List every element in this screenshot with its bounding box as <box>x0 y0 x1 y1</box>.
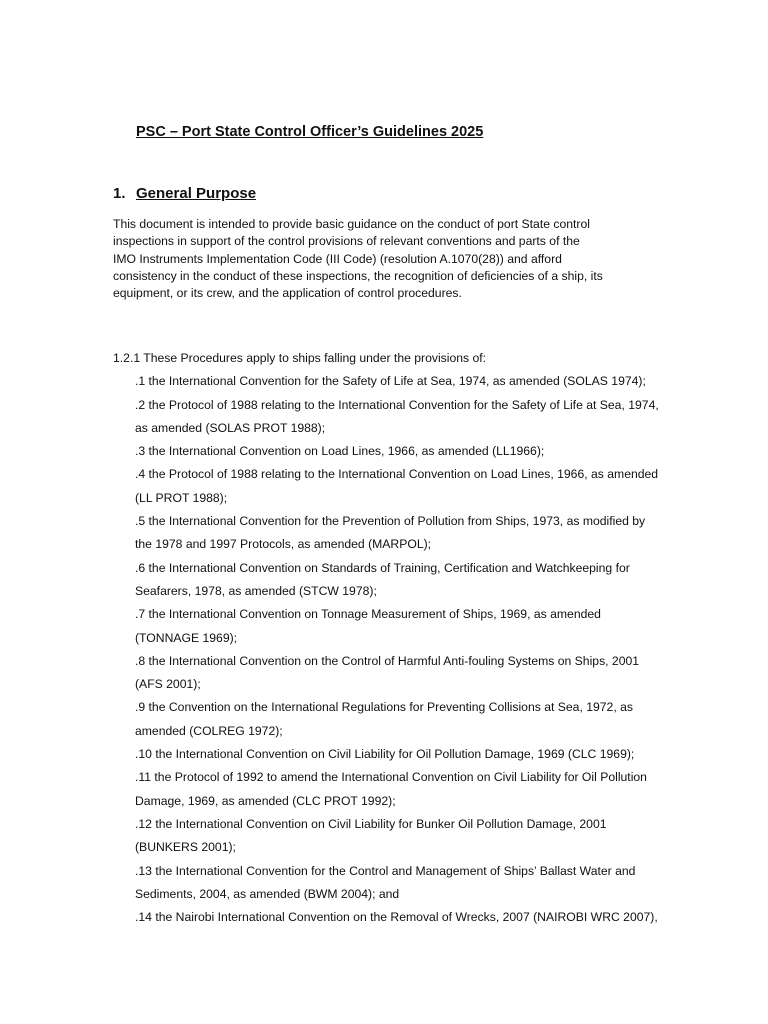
convention-item-line: .2 the Protocol of 1988 relating to the International Convention for the Safety of Life at Sea, 1974, <box>135 397 659 412</box>
convention-item <box>135 860 693 907</box>
convention-item-line: Damage, 1969, as amended (CLC PROT 1992); <box>135 793 396 808</box>
convention-item <box>135 510 693 557</box>
section-heading-text: General Purpose <box>136 185 257 202</box>
convention-item <box>135 906 693 929</box>
paragraph-line: consistency in the conduct of these inspections, the recognition of deficiencies of a ship, its <box>113 268 603 283</box>
procedures-section <box>113 347 693 929</box>
convention-item-line: (TONNAGE 1969); <box>135 630 238 645</box>
general-purpose-paragraph <box>113 216 633 302</box>
section-heading <box>113 185 256 202</box>
convention-item-line: amended (COLREG 1972); <box>135 723 283 738</box>
convention-item-line: .7 the International Convention on Tonnage Measurement of Ships, 1969, as amended <box>135 607 601 622</box>
section-number: 1. <box>113 185 126 202</box>
convention-item-line: .12 the International Convention on Civil Liability for Bunker Oil Pollution Damage, 2001 <box>135 816 607 831</box>
convention-item-line: Sediments, 2004, as amended (BWM 2004); and <box>135 886 400 901</box>
paragraph-line: IMO Instruments Implementation Code (III Code) (resolution A.1070(28)) and afford <box>113 251 562 266</box>
paragraph-line: equipment, or its crew, and the application of control procedures. <box>113 286 462 301</box>
convention-item-line: (BUNKERS 2001); <box>135 840 236 855</box>
document-title: PSC – Port State Control Officer’s Guidelines 2025 <box>136 124 484 140</box>
convention-item <box>135 766 693 813</box>
convention-item-line: .3 the International Convention on Load Lines, 1966, as amended (LL1966); <box>135 444 545 459</box>
convention-item-line: .8 the International Convention on the Control of Harmful Anti-fouling Systems on Ships, 2001 <box>135 653 640 668</box>
convention-item <box>135 463 693 510</box>
convention-item-line: .5 the International Convention for the Prevention of Pollution from Ships, 1973, as modified by <box>135 514 646 529</box>
convention-item <box>135 440 693 463</box>
procedures-intro: 1.2.1 These Procedures apply to ships falling under the provisions of: <box>113 351 487 365</box>
paragraph-line: inspections in support of the control provisions of relevant conventions and parts of the <box>113 234 580 249</box>
convention-item-line: .13 the International Convention for the Control and Management of Ships’ Ballast Water and <box>135 863 636 878</box>
convention-item <box>135 696 693 743</box>
convention-item-line: .6 the International Convention on Standards of Training, Certification and Watchkeeping for <box>135 560 630 575</box>
convention-item <box>135 603 693 650</box>
convention-item-line: (LL PROT 1988); <box>135 490 228 505</box>
convention-item-line: .14 the Nairobi International Convention on the Removal of Wrecks, 2007 (NAIROBI WRC 2007), <box>135 910 658 925</box>
convention-item-line: .9 the Convention on the International Regulations for Preventing Collisions at Sea, 1972, as <box>135 700 633 715</box>
convention-list <box>113 370 693 929</box>
convention-item-line: .1 the International Convention for the Safety of Life at Sea, 1974, as amended (SOLAS 1974); <box>135 374 646 389</box>
convention-item-line: .11 the Protocol of 1992 to amend the International Convention on Civil Liability for Oil Pollution <box>135 770 647 785</box>
convention-item-line: .10 the International Convention on Civil Liability for Oil Pollution Damage, 1969 (CLC 1969); <box>135 747 635 762</box>
convention-item <box>135 394 693 441</box>
convention-item <box>135 743 693 766</box>
convention-item-line: Seafarers, 1978, as amended (STCW 1978); <box>135 583 377 598</box>
convention-item <box>135 370 693 393</box>
convention-item-line: (AFS 2001); <box>135 677 201 692</box>
convention-item <box>135 650 693 697</box>
convention-item <box>135 813 693 860</box>
convention-item-line: .4 the Protocol of 1988 relating to the International Convention on Load Lines, 1966, as amended <box>135 467 659 482</box>
paragraph-line: This document is intended to provide basic guidance on the conduct of port State control <box>113 217 590 231</box>
convention-item-line: as amended (SOLAS PROT 1988); <box>135 420 326 435</box>
convention-item <box>135 557 693 604</box>
convention-item-line: the 1978 and 1997 Protocols, as amended (MARPOL); <box>135 537 432 552</box>
